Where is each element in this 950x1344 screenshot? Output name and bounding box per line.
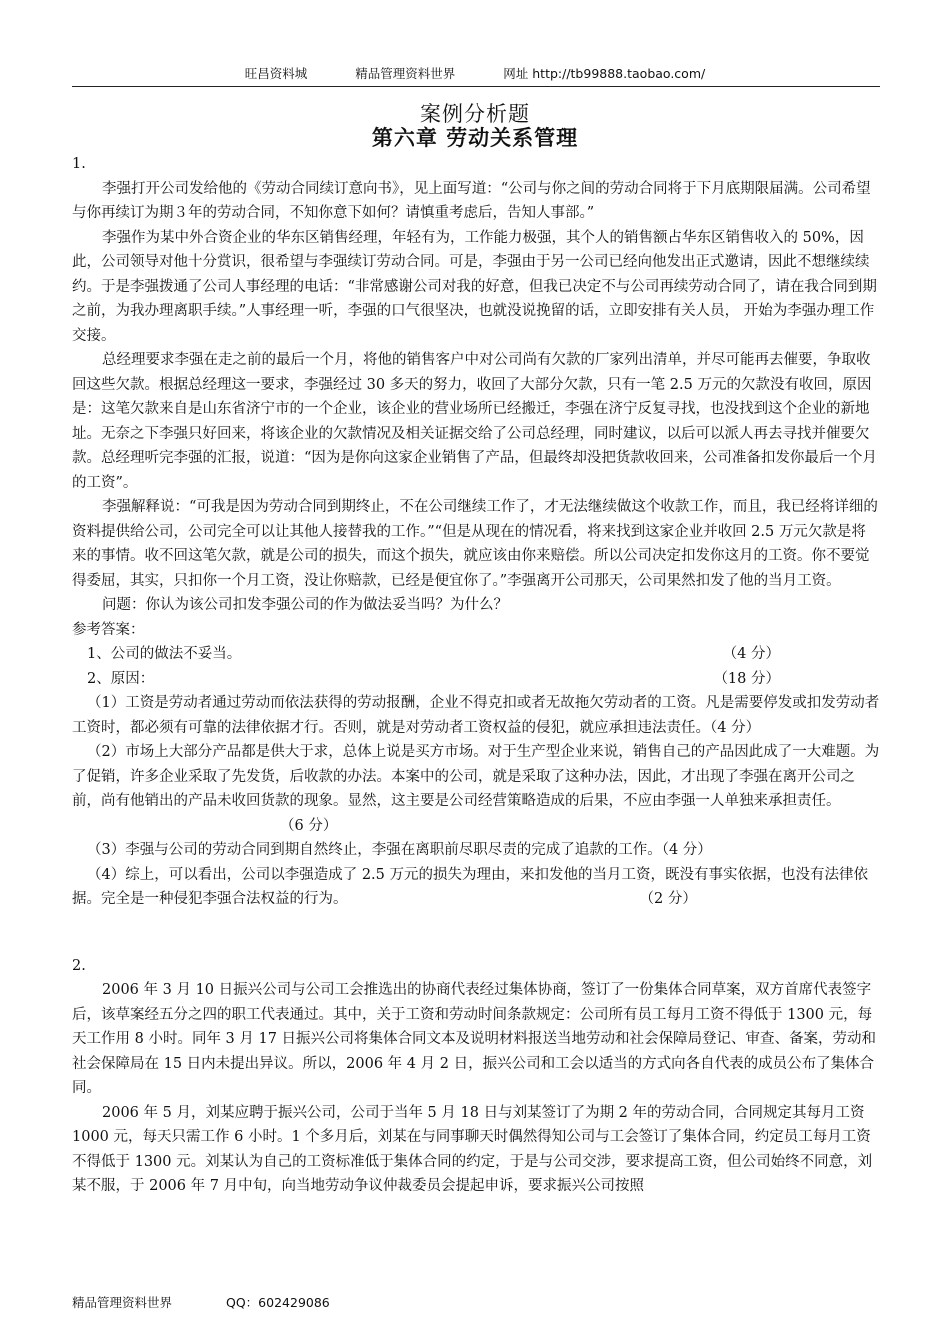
answer-label: 参考答案：: [72, 621, 145, 638]
answer-text: 2、原因：: [87, 670, 155, 687]
reason-paragraph: [72, 740, 880, 838]
case-1-number: 1.: [72, 156, 86, 172]
case-1-paragraph: 李强打开公司发给他的《劳动合同续订意向书》，见上面写道：“公司与你之间的劳动合同将于下月底期限届满。公司希望与你再续订为期３年的劳动合同，不知你意下如何？请慎重考虑后，告知人事部。”: [72, 180, 871, 221]
case-1-paragraph: 李强解释说：“可我是因为劳动合同到期终止，不在公司继续工作了，才无法继续做这个收款工作，而且，我已经将详细的资料提供给公司，公司完全可以让其他人接替我的工作。”“但是从现在的情况看，将来找到这家企业并收回 2.5 万元欠款是将来的事情。收不回这笔欠款，就是公司的损失，而这个损失，就应该由你来赔偿。所以公司决定扣发你这月的工资。你不要觉得委屈，其实，只扣你一个月工资，没让你赔款，已经是便宜你了。”李强离开公司那天，公司果然扣发了他的当月工资。: [72, 499, 878, 589]
header-url-text: 网址 http://tb99888.taobao.com/: [503, 66, 706, 81]
answer-text: 1、公司的做法不妥当。: [87, 646, 242, 662]
footer-qq-text: QQ：602429086: [226, 1295, 330, 1310]
chapter-title: 第六章 劳动关系管理: [371, 125, 579, 150]
document-body: [72, 152, 880, 1199]
section-gap: [72, 912, 880, 954]
case-1-question: 问题：你认为该公司扣发李强公司的作为做法妥当吗？为什么？: [102, 597, 508, 613]
page-header: [0, 64, 950, 82]
page-footer: [72, 1293, 330, 1311]
header-center-text: 精品管理资料世界: [355, 66, 456, 81]
document-title: 案例分析题: [420, 102, 530, 126]
reason-paragraph: （3）李强与公司的劳动合同到期自然终止，李强在离职前尽职尽责的完成了追款的工作。（4 分）: [87, 842, 712, 858]
answer-item: [72, 667, 880, 692]
reason-score: （2 分）: [639, 891, 697, 907]
answer-item: [72, 642, 880, 667]
reason-paragraph: [72, 863, 880, 912]
answer-score: （4 分）: [722, 646, 780, 662]
case-1-paragraph: 李强作为某中外合资企业的华东区销售经理，年轻有为，工作能力极强，其个人的销售额占华东区销售收入的 50%，因此，公司领导对他十分赏识，很希望与李强续订劳动合同。可是，李强由于另一公司已经向他发出正式邀请，因此不想继续续约。于是李强拨通了公司人事经理的电话：“非常感谢公司对我的好意，但我已决定不与公司再续劳动合同了，请在我合同到期之前，为我办理离职手续。”人事经理一听，李强的口气很坚决，也就没说挽留的话，立即安排有关人员， 开始为李强办理工作交接。: [72, 229, 877, 344]
reason-text: （4）综上，可以看出，公司以李强造成了 2.5 万元的损失为理由，来扣发他的当月工资，既没有事实依据，也没有法律依据。完全是一种侵犯李强合法权益的行为。: [72, 866, 868, 907]
header-left-text: 旺昌资料城: [244, 66, 308, 81]
reason-score: （6 分）: [280, 817, 338, 834]
case-2-number: 2.: [72, 957, 86, 974]
reason-text: （2）市场上大部分产品都是供大于求，总体上说是买方市场。对于生产型企业来说，销售自己的产品因此成了一大难题。为了促销，许多企业采取了先发货，后收款的办法。本案中的公司，就是采取了这种办法，因此，才出现了李强在离开公司之前，尚有他销出的产品未收回货款的现象。显然，这主要是公司经营策略造成的后果，不应由李强一人单独来承担责任。: [72, 744, 880, 809]
case-1-paragraph: 总经理要求李强在走之前的最后一个月，将他的销售客户中对公司尚有欠款的厂家列出清单，并尽可能再去催要，争取收回这些欠款。根据总经理这一要求，李强经过 30 多天的努力，收回了大部分欠款，只有一笔 2.5 万元的欠款没有收回，原因是：这笔欠款来自是山东省济宁市的一个企业，该企业的营业场所已经搬迁，李强在济宁反复寻找，也没找到这个企业的新地址。无奈之下李强只好回来，将该企业的欠款情况及相关证据交给了公司总经理，同时建议，以后可以派人再去寻找并催要欠款。总经理听完李强的汇报，说道：“因为是你向这家企业销售了产品，但最终却没把货款收回来，公司准备扣发你最后一个月的工资”。: [72, 352, 877, 491]
case-2-paragraph: 2006 年 5 月，刘某应聘于振兴公司，公司于当年 5 月 18 日与刘某签订了为期 2 年的劳动合同，合同规定其每月工资 1000 元，每天只需工作 6 小时。1 个多月后，刘某在与同事聊天时偶然得知公司与工会签订了集体合同，约定员工每月工资不得低于 1300 元。刘某认为自己的工资标准低于集体合同的约定，于是与公司交涉，要求提高工资，但公司始终不同意，刘某不服，于 2006 年 7 月中旬，向当地劳动争议仲裁委员会提起申诉，要求振兴公司按照: [72, 1104, 873, 1194]
reason-paragraph: （1）工资是劳动者通过劳动而依法获得的劳动报酬，企业不得克扣或者无故拖欠劳动者的工资。凡是需要停发或扣发劳动者工资时，都必须有可靠的法律依据才行。否则，就是对劳动者工资权益的侵犯，就应承担违法责任。（4 分）: [72, 695, 880, 736]
header-divider: [72, 86, 880, 87]
answer-score: （18 分）: [713, 670, 780, 687]
case-2-paragraph: 2006 年 3 月 10 日振兴公司与公司工会推选出的协商代表经过集体协商，签订了一份集体合同草案，双方首席代表签字后，该草案经五分之四的职工代表通过。其中，关于工资和劳动时间条款规定：公司所有员工每月工资不得低于 1300 元，每天工作用 8 小时。同年 3 月 17 日振兴公司将集体合同文本及说明材料报送当地劳动和社会保障局登记、审查、备案，劳动和社会保障局在 15 日内未提出异议。所以，2006 年 4 月 2 日，振兴公司和工会以适当的方式向各自代表的成员公布了集体合同。: [72, 982, 877, 1096]
footer-left-text: 精品管理资料世界: [72, 1295, 173, 1310]
